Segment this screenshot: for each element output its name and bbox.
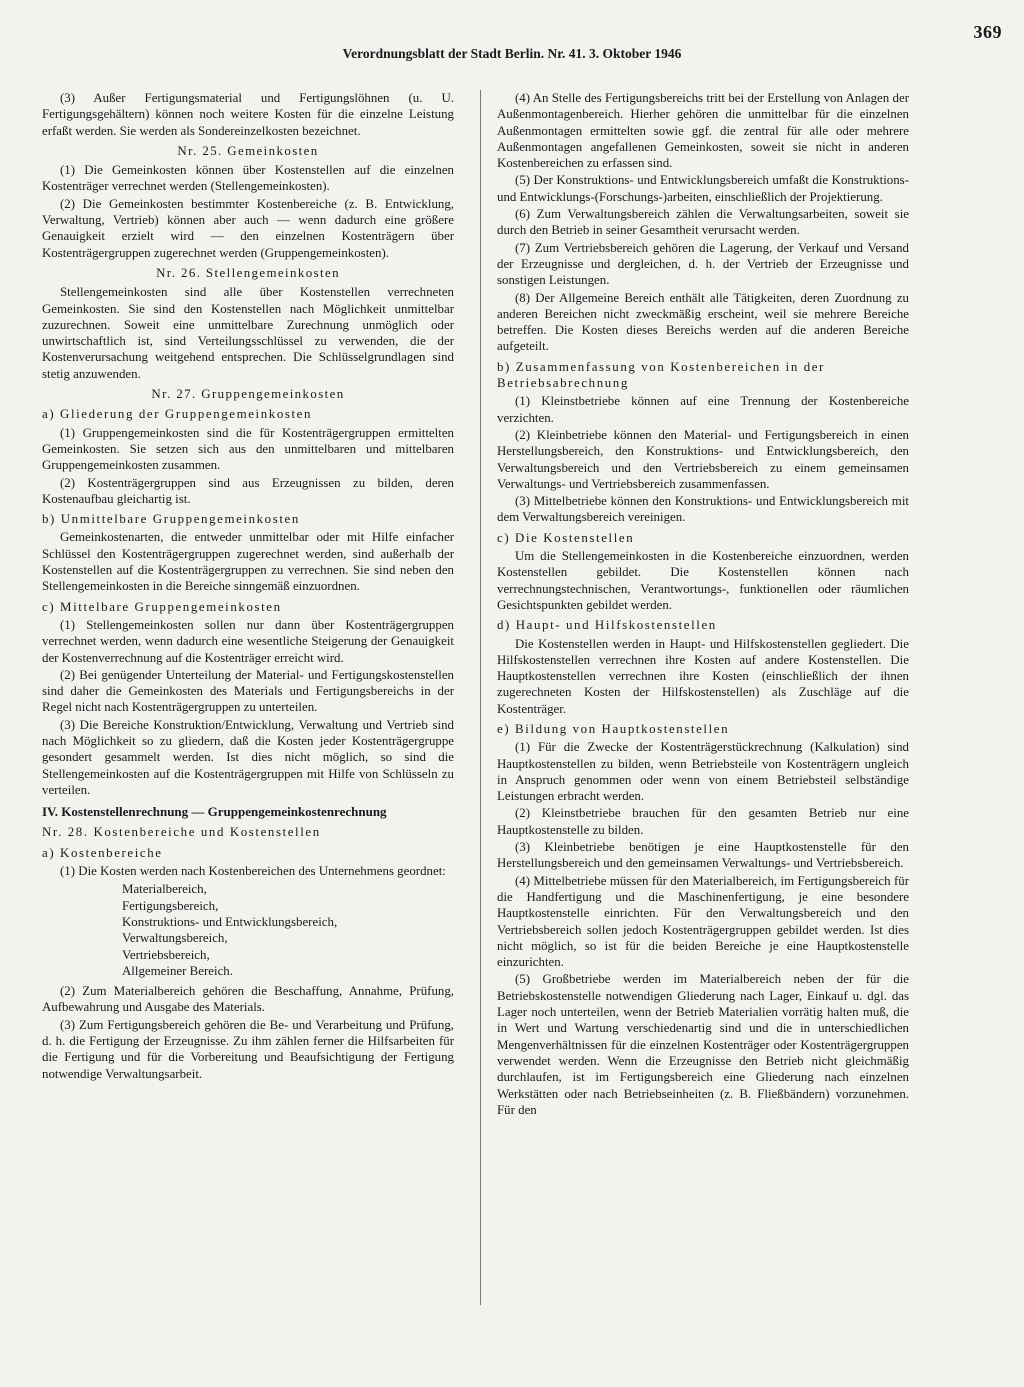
- subsection-heading: c) Die Kostenstellen: [497, 530, 635, 545]
- subsection-heading: d) Haupt- und Hilfskostenstellen: [497, 618, 717, 633]
- list-item: Fertigungsbereich,: [122, 898, 219, 913]
- subsection-heading: c) Mittelbare Gruppengemeinkosten: [42, 599, 282, 614]
- list-item: Vertriebsbereich,: [122, 947, 210, 962]
- column-divider: [480, 90, 481, 1305]
- page-number: 369: [973, 22, 1002, 42]
- subsection-heading: a) Kostenbereiche: [42, 845, 163, 860]
- paragraph: (2) Kostenträgergruppen sind aus Erzeugnissen zu bilden, deren Kostenaufbau gleichartig ist.: [42, 475, 454, 506]
- paragraph: (3) Mittelbetriebe können den Konstruktions- und Entwicklungsbereich mit dem Verwaltungsbereich vereinigen.: [497, 494, 909, 525]
- paragraph: (7) Zum Vertriebsbereich gehören die Lagerung, der Verkauf und Versand der Erzeugnisse und dergleichen, d. h. der Vertrieb der Erzeugnisse und sonstigen Leistungen.: [497, 240, 909, 288]
- paragraph: (1) Gruppengemeinkosten sind die für Kostenträgergruppen ermittelten Gemeinkosten. Sie setzen sich aus den unmittelbaren und mittelbaren Gruppengemeinkosten zusammen.: [42, 425, 454, 473]
- right-column: [497, 90, 909, 1119]
- paragraph: (5) Der Konstruktions- und Entwicklungsbereich umfaßt die Konstruktions- und Entwicklungs-(Forschungs-)arbeiten, einschließlich der Projektierung.: [497, 173, 909, 204]
- paragraph: (2) Bei genügender Unterteilung der Material- und Fertigungskostenstellen sind daher die Gemeinkosten des Materials und Fertigungsbereichs in der Regel nicht nach Kostenträgergruppen zu unterteilen.: [42, 667, 454, 715]
- paragraph: (3) Die Bereiche Konstruktion/Entwicklung, Verwaltung und Vertrieb sind nach Möglichkeit so zu gliedern, daß die Kosten jeder Kostenträgergruppe gesondert gesammelt werden. Ist dies nicht möglich, so sind die Stellengemeinkosten auf die Kostenträgergruppen mit Hilfe von Schlüsseln zu verteilen.: [42, 717, 454, 797]
- subsection-heading: a) Gliederung der Gruppengemeinkosten: [42, 407, 313, 422]
- paragraph: (2) Kleinbetriebe können den Material- und Fertigungsbereich in einen Herstellungsbereich, den Konstruktions- und Entwicklungsbereich, den Verwaltungsbereich und den Vertriebsbereich zu einem gemeinsamen Verwaltungs- und Vertriebsbereich zusammenfassen.: [497, 427, 909, 491]
- list-item: Materialbereich,: [122, 882, 207, 897]
- paragraph: (8) Der Allgemeine Bereich enthält alle Tätigkeiten, deren Zuordnung zu anderen Bereichen nicht zweckmäßig erscheint, weil sie mehrere Bereiche betreffen. Die Kosten dieses Bereichs werden auf die anderen Bereiche aufgeteilt.: [497, 290, 909, 354]
- left-column: [42, 90, 454, 1083]
- subsection-heading: b) Zusammenfassung von Kostenbereichen in der Betriebsabrechnung: [497, 359, 825, 391]
- paragraph: (2) Kleinstbetriebe brauchen für den gesamten Betrieb nur eine Hauptkostenstelle zu bilden.: [497, 806, 909, 837]
- list-item: Konstruktions- und Entwicklungsbereich,: [122, 914, 338, 929]
- subsection-heading: b) Unmittelbare Gruppengemeinkosten: [42, 512, 300, 527]
- paragraph: (4) Mittelbetriebe müssen für den Materialbereich, im Fertigungsbereich für die Handfertigung und die Maschinenfertigung, je eine besondere Hauptkostenstelle einrichten. Für den Verwaltungsbereich und den Vertriebsbereich sollen jedoch Kostenträgergruppen gebildet werden. Ist dies nicht möglich, so ist für die beiden Bereiche je eine Hauptkostenstelle einzurichten.: [497, 873, 909, 970]
- paragraph: (4) An Stelle des Fertigungsbereichs tritt bei der Erstellung von Anlagen der Außenmontagenbereich. Hierher gehören die unmittelbar für die einzelnen Außenmontagen ermittelten sowie ggf. die zentral für alle oder mehrere Außenmontagen angefallenen Gemeinkosten, soweit sie nicht in anderen Kostenbereichen zu erfassen sind.: [497, 91, 909, 171]
- paragraph: (3) Außer Fertigungsmaterial und Fertigungslöhnen (u. U. Fertigungsgehältern) können noch weitere Kosten für die einzelne Leistung erfaßt werden. Sie werden als Sondereinzelkosten bezeichnet.: [42, 91, 454, 138]
- section-heading: Nr. 26. Stellengemeinkosten: [156, 265, 340, 280]
- paragraph: Um die Stellengemeinkosten in die Kostenbereiche einzuordnen, werden Kostenstellen gebildet. Die Kostenstellen können nach verrechnungstechnischen, Verantwortungs-, funktionellen oder räumlichen Gesichtspunkten gebildet werden.: [497, 549, 909, 612]
- paragraph: (1) Die Gemeinkosten können über Kostenstellen auf die einzelnen Kostenträger verrechnet werden (Stellengemeinkosten).: [42, 163, 454, 194]
- paragraph: (3) Kleinbetriebe benötigen je eine Hauptkostenstelle für den Herstellungsbereich und den gemeinsamen Verwaltungs- und Vertriebsbereich.: [497, 840, 909, 871]
- list-item: Verwaltungsbereich,: [122, 931, 228, 946]
- section-heading: Nr. 25. Gemeinkosten: [177, 143, 319, 158]
- chapter-heading: IV. Kostenstellenrechnung — Gruppengemeinkostenrechnung: [42, 804, 387, 820]
- list-item: Allgemeiner Bereich.: [122, 963, 233, 978]
- paragraph: (1) Für die Zwecke der Kostenträgerstückrechnung (Kalkulation) sind Hauptkostenstellen zu bilden, wenn Betriebsteile von Kostenträgern ungleich in Anspruch genommen oder wenn von einem Betriebsteil selbständige Leistungen erbracht werden.: [497, 740, 909, 804]
- paragraph: Gemeinkostenarten, die entweder unmittelbar oder mit Hilfe einfacher Schlüssel den Kostenträgergruppen zugerechnet werden, sind außerhalb der Kostenstellen auf die Kostenträgergruppen zu verrechnen. Sie sind neben den Stellengemeinkosten in die Bereiche sinngemäß einzuordnen.: [42, 530, 454, 594]
- paragraph: (2) Die Gemeinkosten bestimmter Kostenbereiche (z. B. Entwicklung, Verwaltung, Vertrieb) können aber auch — wenn dadurch eine größere Genauigkeit erzielt wird — den einzelnen Kostenträgern über Kostenträgergruppen zugerechnet werden (Gruppengemeinkosten).: [42, 196, 454, 260]
- paragraph: (5) Großbetriebe werden im Materialbereich neben der für die Betriebskostenstelle notwendigen Gliederung nach Lager, Einkauf u. dgl. das Lager noch unterteilen, wenn der Betrieb Materialien vorrätig halten muß, die in Wert und Wartung verschiedenartig sind und die in unterschiedlichen Mengenverhältnissen für die einzelnen Kostenträger oder Kostenträgergruppen verwendet werden. Wenn die Erzeugnisse den Betrieb nicht gleichmäßig durchlaufen, ist im Fertigungsbereich eine Gliederung nach einzelnen Werkstätten oder nach Betriebseinheiten (z. B. Fließbändern) vorzunehmen. Für den: [497, 972, 909, 1117]
- paragraph: (1) Stellengemeinkosten sollen nur dann über Kostenträgergruppen verrechnet werden, wenn dadurch eine wesentliche Steigerung der Genauigkeit der Kostenverrechnung auf die Kostenträger erreicht wird.: [42, 617, 454, 665]
- paragraph: (3) Zum Fertigungsbereich gehören die Be- und Verarbeitung und Prüfung, d. h. die Fertigung der Erzeugnisse. Zu ihm zählen ferner die Hilfsarbeiten für die Fertigung und für die Vorbereitung und Beaufsichtigung der Fertigung notwendige Verwaltungsarbeit.: [42, 1017, 454, 1081]
- running-header: Verordnungsblatt der Stadt Berlin. Nr. 41. 3. Oktober 1946: [342, 46, 682, 61]
- paragraph: Die Kostenstellen werden in Haupt- und Hilfskostenstellen gegliedert. Die Hilfskostenstellen verrechnen ihre Kosten auf andere Kostenstellen. Die Hauptkostenstellen verrechnen ihre Kosten (einschließlich der ihnen zugerechneten Kosten der Hilfskostenstellen) als Zuschläge auf die Kostenträger.: [497, 636, 909, 716]
- section-heading: Nr. 28. Kostenbereiche und Kostenstellen: [42, 825, 321, 840]
- paragraph: Stellengemeinkosten sind alle über Kostenstellen verrechneten Gemeinkosten. Sie sind den Kostenstellen nach Möglichkeit unmittelbar zuzurechnen. Soweit eine unmittelbare Zurechnung unmöglich oder unwirtschaftlich ist, sind Verteilungsschlüssel zu verwenden, die der Kostenverursachung weitgehend entsprechen. Die Schlüsselgrundlagen sind stetig anzuwenden.: [42, 285, 454, 381]
- subsection-heading: e) Bildung von Hauptkostenstellen: [497, 721, 730, 736]
- paragraph: (6) Zum Verwaltungsbereich zählen die Verwaltungsarbeiten, soweit sie durch den Betrieb in seiner Gesamtheit verursacht werden.: [497, 207, 909, 238]
- paragraph: (1) Die Kosten werden nach Kostenbereichen des Unternehmens geordnet:: [60, 864, 446, 879]
- paragraph: (2) Zum Materialbereich gehören die Beschaffung, Annahme, Prüfung, Aufbewahrung und Ausgabe des Materials.: [42, 984, 454, 1015]
- cost-area-list: [122, 881, 454, 979]
- section-heading: Nr. 27. Gruppengemeinkosten: [151, 387, 345, 402]
- paragraph: (1) Kleinstbetriebe können auf eine Trennung der Kostenbereiche verzichten.: [497, 394, 909, 425]
